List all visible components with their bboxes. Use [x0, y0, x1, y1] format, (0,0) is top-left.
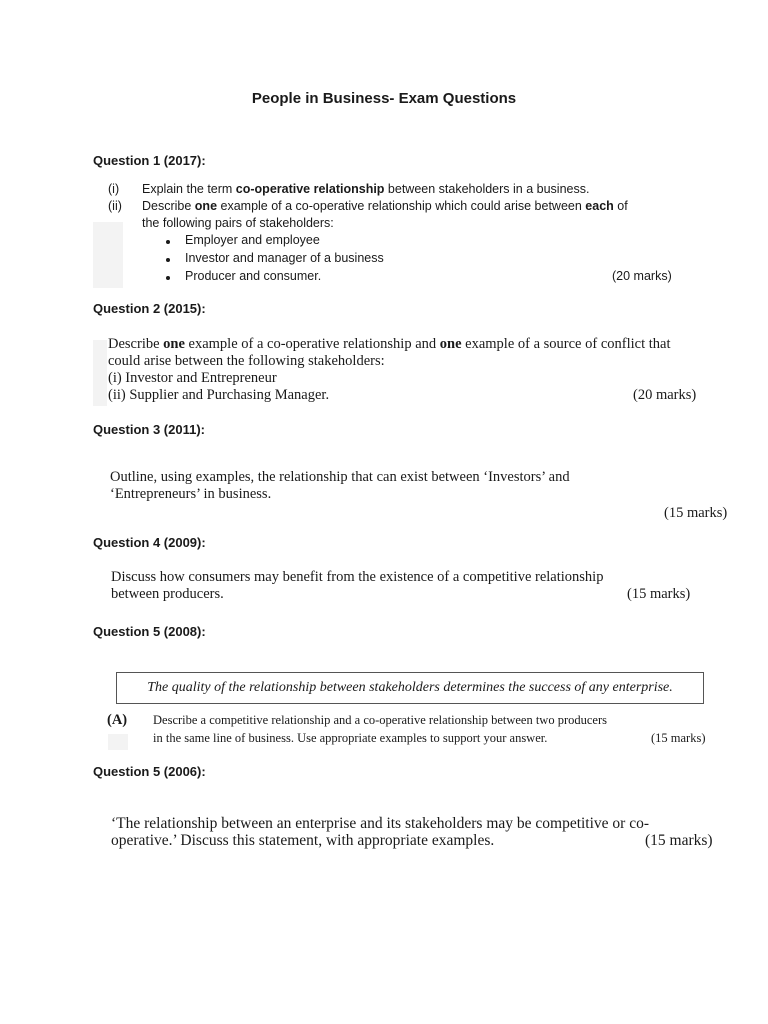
- question-text: Outline, using examples, the relationship that can exist between ‘Investors’ and: [110, 469, 570, 485]
- marks: (15 marks): [651, 731, 706, 745]
- part-label: (A): [107, 712, 128, 728]
- part-label: (ii): [108, 199, 122, 213]
- question-text: ‘Entrepreneurs’ in business.: [110, 486, 272, 502]
- quote-box: The quality of the relationship between stakeholders determines the success of any enterprise.: [116, 672, 704, 704]
- list-item: Employer and employee: [185, 233, 320, 247]
- part-label: (i): [108, 182, 120, 196]
- list-item: Investor and manager of a business: [185, 251, 384, 265]
- question-text: Discuss how consumers may benefit from the existence of a competitive relationship: [111, 569, 604, 585]
- marks: (20 marks): [612, 269, 672, 283]
- question-text: Explain the term co-operative relationship between stakeholders in a business.: [142, 182, 590, 196]
- scan-shading: [93, 340, 107, 406]
- question-text: Describe one example of a co-operative relationship and one example of a source of conflict that: [108, 336, 671, 352]
- bullet-icon: [166, 276, 170, 280]
- question-heading: Question 2 (2015):: [93, 301, 206, 316]
- bullet-icon: [166, 258, 170, 262]
- marks: (20 marks): [633, 387, 697, 403]
- question-heading: Question 1 (2017):: [93, 153, 206, 168]
- question-heading: Question 4 (2009):: [93, 535, 206, 550]
- question-text: (ii) Supplier and Purchasing Manager.: [108, 387, 330, 403]
- marks: (15 marks): [664, 505, 728, 521]
- marks: (15 marks): [627, 586, 691, 602]
- marks: (15 marks): [645, 832, 713, 849]
- question-text: (i) Investor and Entrepreneur: [108, 370, 277, 386]
- question-text: in the same line of business. Use appropriate examples to support your answer.: [153, 731, 548, 745]
- question-text: could arise between the following stakeholders:: [108, 353, 385, 369]
- question-heading: Question 3 (2011):: [93, 422, 205, 437]
- question-text: operative.’ Discuss this statement, with appropriate examples.: [111, 832, 495, 849]
- question-text: ‘The relationship between an enterprise and its stakeholders may be competitive or co-: [111, 815, 650, 832]
- question-text: Describe one example of a co-operative relationship which could arise between each of: [142, 199, 628, 213]
- scan-shading: [108, 734, 128, 750]
- question-text: Describe a competitive relationship and a co-operative relationship between two producers: [153, 713, 607, 727]
- page-title: People in Business- Exam Questions: [251, 90, 517, 107]
- question-text: between producers.: [111, 586, 224, 602]
- scan-shading: [93, 222, 123, 288]
- question-text: the following pairs of stakeholders:: [142, 216, 334, 230]
- list-item: Producer and consumer.: [185, 269, 322, 283]
- question-heading: Question 5 (2008):: [93, 624, 206, 639]
- bullet-icon: [166, 240, 170, 244]
- question-heading: Question 5 (2006):: [93, 764, 206, 779]
